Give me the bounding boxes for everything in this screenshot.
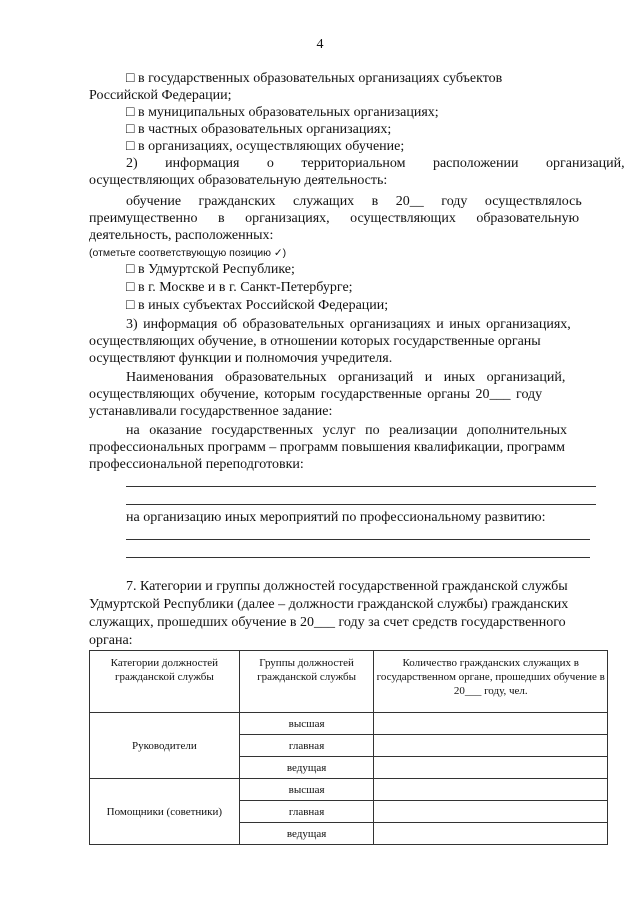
category-cell: Руководители: [90, 713, 240, 779]
count-cell[interactable]: [374, 823, 608, 845]
table-row: [90, 713, 608, 735]
column-header: Группы должностей гражданской службы: [239, 651, 374, 713]
checkbox-option[interactable]: □ в г. Москве и в г. Санкт-Петербурге;: [126, 280, 353, 295]
fill-in-line[interactable]: [126, 557, 590, 558]
fill-in-line[interactable]: [126, 504, 596, 505]
text-line: профессиональных программ – программ повышения квалификации, программ: [89, 440, 565, 455]
text-line: 3) информация об образовательных организациях и иных организациях,: [126, 317, 571, 332]
group-cell: главная: [239, 735, 374, 757]
checkbox-option[interactable]: □ в Удмуртской Республике;: [126, 262, 295, 277]
text-line: обучение гражданских служащих в 20__ году осуществлялось: [126, 194, 582, 209]
count-cell[interactable]: [374, 779, 608, 801]
column-header: Категории должностей гражданской службы: [90, 651, 240, 713]
text-line: Наименования образовательных организаций и иных организаций,: [126, 370, 566, 385]
page-number: 4: [316, 37, 324, 52]
text-line: □ в частных образовательных организациях;: [126, 122, 392, 137]
column-header: Количество гражданских служащих в государственном органе, прошедших обучение в 20___ году, чел.: [374, 651, 608, 713]
text-line: □ в муниципальных образовательных организациях;: [126, 105, 439, 120]
text-line: служащих, прошедших обучение в 20___ году за счет средств государственного: [89, 615, 566, 630]
section-heading: 7. Категории и группы должностей государственной гражданской службы: [126, 579, 568, 594]
group-cell: ведущая: [239, 823, 374, 845]
checkbox-option[interactable]: □ в иных субъектах Российской Федерации;: [126, 298, 389, 313]
text-line: деятельность, расположенных:: [89, 228, 274, 243]
count-cell[interactable]: [374, 735, 608, 757]
text-line: осуществляющих обучение, которым государственные органы 20___ году: [89, 387, 543, 402]
group-cell: главная: [239, 801, 374, 823]
text-line: органа:: [89, 633, 133, 648]
group-cell: ведущая: [239, 757, 374, 779]
text-line: Российской Федерации;: [89, 88, 232, 103]
text-line: осуществляют функции и полномочия учредителя.: [89, 351, 393, 366]
table-header-row: [90, 651, 608, 713]
text-line: на организацию иных мероприятий по профессиональному развитию:: [126, 510, 546, 525]
positions-table: [89, 650, 608, 845]
text-line: осуществляющих образовательную деятельность:: [89, 173, 388, 188]
category-cell: Помощники (советники): [90, 779, 240, 845]
instruction-note: (отметьте соответствующую позицию ✓): [89, 247, 287, 259]
count-cell[interactable]: [374, 801, 608, 823]
text-line: преимущественно в организациях, осуществляющих образовательную: [89, 211, 580, 226]
fill-in-line[interactable]: [126, 486, 596, 487]
count-cell[interactable]: [374, 757, 608, 779]
text-line: □ в организациях, осуществляющих обучение;: [126, 139, 405, 154]
group-cell: высшая: [239, 713, 374, 735]
text-line: □ в государственных образовательных организациях субъектов: [126, 71, 503, 86]
fill-in-line[interactable]: [126, 539, 590, 540]
text-line: 2) информация о территориальном расположении организаций,: [126, 156, 625, 171]
text-line: на оказание государственных услуг по реализации дополнительных: [126, 423, 568, 438]
text-line: профессиональной переподготовки:: [89, 457, 304, 472]
text-line: осуществляющих обучение, в отношении которых государственные органы: [89, 334, 541, 349]
count-cell[interactable]: [374, 713, 608, 735]
text-line: устанавливали государственное задание:: [89, 404, 333, 419]
group-cell: высшая: [239, 779, 374, 801]
table-row: [90, 779, 608, 801]
text-line: Удмуртской Республики (далее – должности гражданской службы) гражданских: [89, 597, 569, 612]
